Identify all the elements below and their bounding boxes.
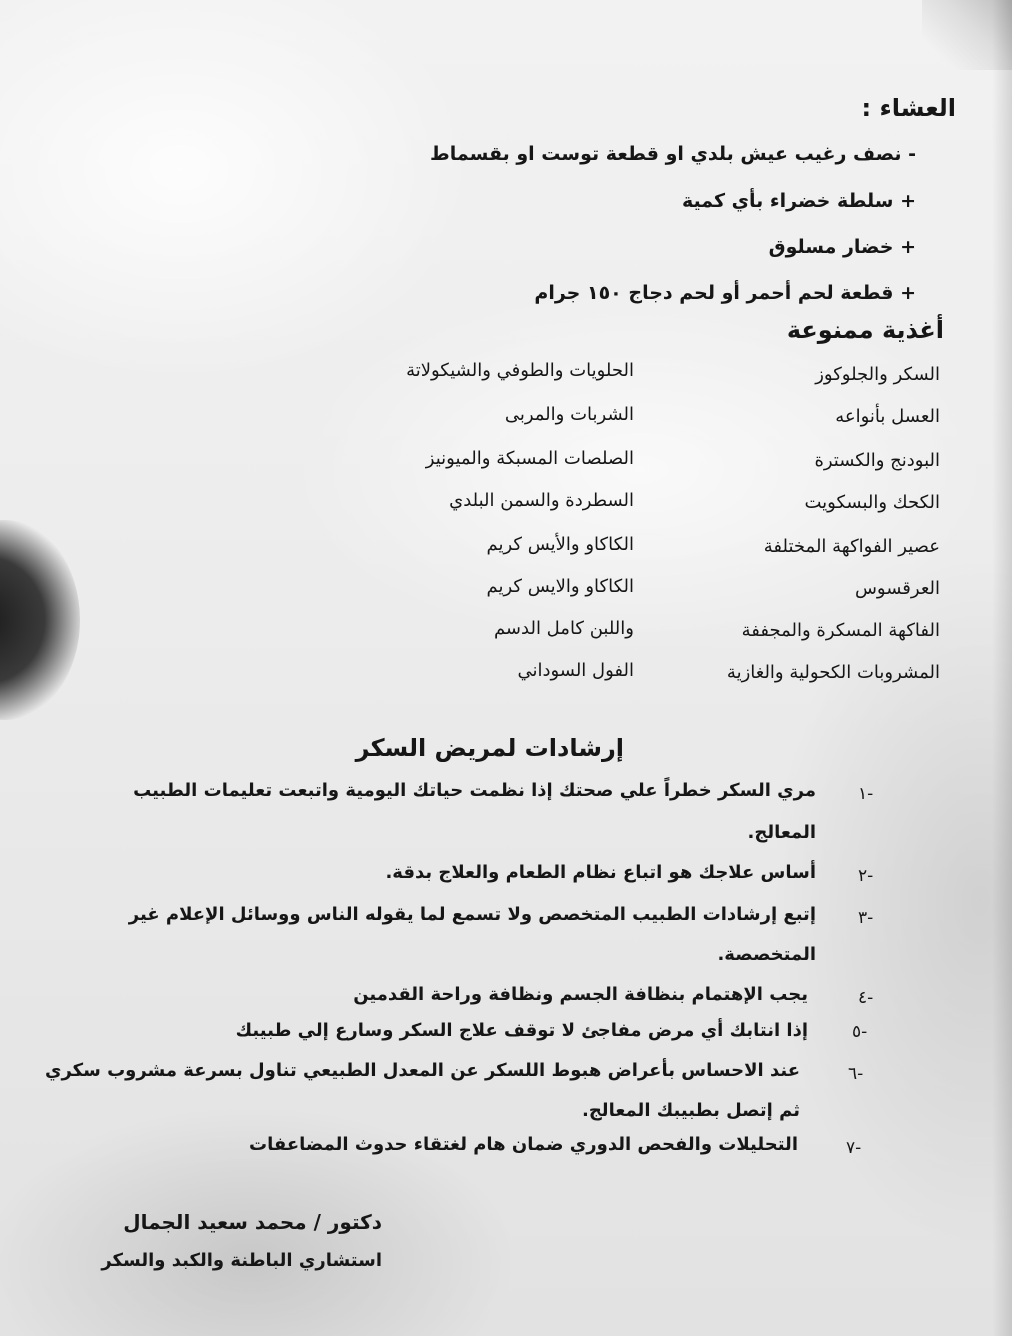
forbidden-food-item: عصير الفواكهة المختلفة	[763, 536, 940, 557]
dinner-item: - نصف رغيب عيش بلدي او قطعة توست او بقسماط	[430, 143, 916, 165]
guidance-text: عند الاحساس بأعراض هبوط اللسكر عن المعدل الطبيعي تناول بسرعة مشروب سكري	[44, 1060, 800, 1081]
guidance-number: -٦	[848, 1064, 864, 1084]
forbidden-food-item: الحلويات والطوفي والشيكولاتة	[406, 360, 634, 381]
guidance-text: يجب الإهتمام بنظافة الجسم ونظافة وراحة القدمين	[353, 984, 808, 1005]
forbidden-food-item: الكاكاو والايس كريم	[486, 576, 634, 597]
guidance-text: إتبع إرشادات الطبيب المتخصص ولا تسمع لما يقوله الناس ووسائل الإعلام غير	[128, 904, 816, 925]
forbidden-food-item: الكحك والبسكويت	[804, 492, 940, 513]
forbidden-food-item: السكر والجلوكوز	[815, 364, 940, 385]
dinner-item: + خضار مسلوق	[768, 236, 916, 258]
guidance-text: المعالج.	[747, 822, 816, 843]
guidance-heading: إرشادات لمريض السكر	[355, 734, 624, 762]
guidance-text: المتخصصة.	[717, 944, 816, 965]
forbidden-food-item: الفول السوداني	[517, 660, 634, 681]
forbidden-food-item: الفاكهة المسكرة والمجففة	[741, 620, 940, 641]
doctor-name: دكتور / محمد سعيد الجمال	[123, 1210, 382, 1234]
dinner-item: + قطعة لحم أحمر أو لحم دجاج ١٥٠ جرام	[534, 282, 916, 304]
forbidden-food-item: واللبن كامل الدسم	[493, 618, 634, 639]
guidance-text: التحليلات والفحص الدوري ضمان هام لغتقاء حدوث المضاعفات	[249, 1134, 798, 1155]
forbidden-food-item: الشربات والمربى	[504, 404, 634, 425]
guidance-text: أساس علاجك هو اتباع نظام الطعام والعلاج بدقة.	[385, 862, 816, 883]
guidance-number: -٤	[858, 988, 874, 1008]
hand-shadow	[0, 520, 80, 720]
guidance-number: -٥	[852, 1022, 868, 1042]
page-edge-shadow	[992, 0, 1012, 1336]
guidance-number: -١	[858, 784, 874, 804]
forbidden-food-item: العرقسوس	[854, 578, 940, 599]
doctor-title: استشاري الباطنة والكبد والسكر	[101, 1250, 382, 1271]
forbidden-food-item: الكاكاو والأيس كريم	[486, 534, 634, 555]
guidance-number: -٢	[858, 866, 874, 886]
guidance-text: إذا انتابك أي مرض مفاجئ لا توقف علاج السكر وسارع إلي طبيبك	[235, 1020, 808, 1041]
forbidden-food-item: المشروبات الكحولية والغازية	[726, 662, 940, 683]
dinner-item: + سلطة خضراء بأي كمية	[681, 190, 916, 212]
dinner-heading: العشاء :	[861, 94, 956, 122]
forbidden-food-item: السطردة والسمن البلدي	[449, 490, 634, 511]
guidance-text: مري السكر خطراً علي صحتك إذا نظمت حياتك اليومية واتبعت تعليمات الطبيب	[133, 780, 816, 801]
guidance-text: ثم إتصل بطبيبك المعالج.	[582, 1100, 800, 1121]
forbidden-food-item: البودنج والكسترة	[814, 450, 940, 471]
guidance-number: -٧	[846, 1138, 862, 1158]
guidance-number: -٣	[858, 908, 874, 928]
forbidden-foods-heading: أغذية ممنوعة	[786, 316, 944, 344]
forbidden-food-item: العسل بأنواعه	[835, 406, 940, 427]
forbidden-food-item: الصلصات المسبكة والميونيز	[425, 448, 634, 469]
